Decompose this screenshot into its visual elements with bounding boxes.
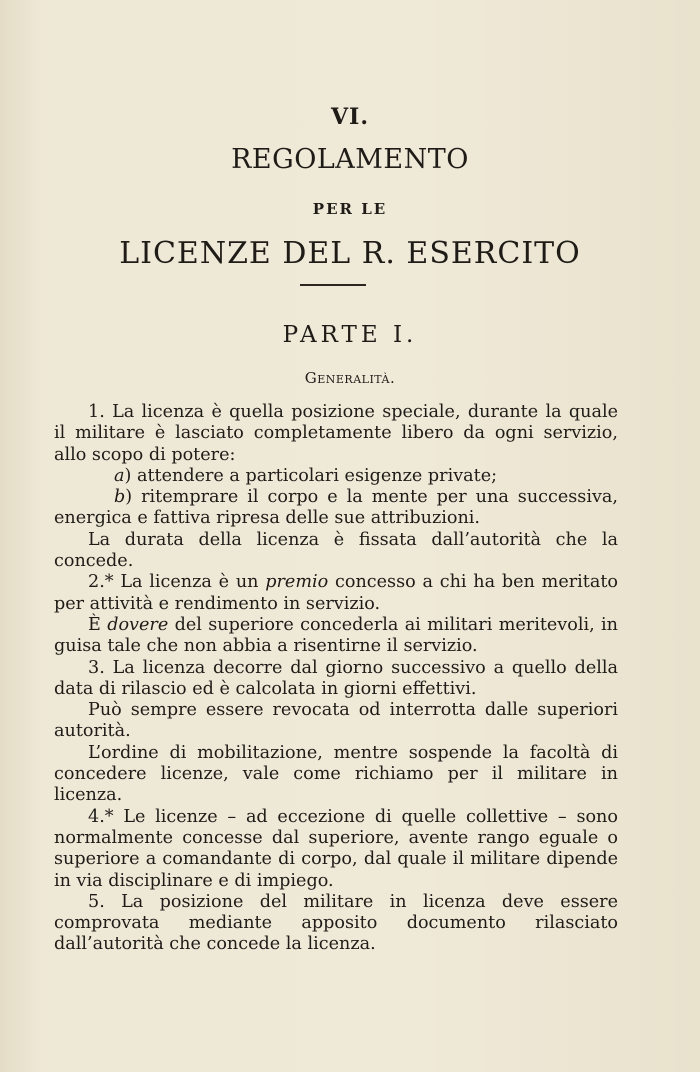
paragraph-4: 4.* Le licenze – ad eccezione di quelle collettive – sono normalmente concesse dal superiore, avente rango eguale o superiore a comandante di corpo, dal quale il militare dipende in via disciplinare e di impiego. xyxy=(54,806,618,891)
paragraph-2b-post: del superiore concederla ai militari meritevoli, in guisa tale che non abbia a risentirne il servizio. xyxy=(54,614,618,657)
paragraph-5: 5. La posizione del militare in licenza deve essere comprovata mediante apposito documento rilasciato dall’autorità che concede la licenza. xyxy=(54,891,618,955)
body-text xyxy=(54,402,618,956)
paragraph-2-pre: 2.* La licenza è un xyxy=(88,572,266,593)
paragraph-3: 3. La licenza decorre dal giorno successivo a quello della data di rilascio ed è calcolata in giorni effettivi. xyxy=(54,657,618,699)
paragraph-3b: Può sempre essere revocata od interrotta dalle superiori autorità. xyxy=(54,700,618,742)
paragraph-2b xyxy=(54,615,618,658)
part-subheading: Generalità. xyxy=(304,369,396,387)
paragraph-3c: L’ordine di mobilitazione, mentre sospende la facoltà di concedere licenze, vale come richiamo per il militare in licenza. xyxy=(54,742,618,806)
title-line-2: LICENZE DEL R. ESERCITO xyxy=(119,236,581,271)
item-b xyxy=(54,487,618,530)
paragraph-2 xyxy=(54,572,618,615)
title-line-1: REGOLAMENTO xyxy=(231,144,469,175)
item-a-letter: a xyxy=(114,465,125,486)
paragraph-1: 1. La licenza è quella posizione speciale, durante la quale il militare è lasciato completamente libero da ogni servizio, allo scopo di potere: xyxy=(54,402,618,465)
title-divider xyxy=(300,284,366,286)
paragraph-2-emphasis: premio xyxy=(265,572,329,593)
item-a-text: ) attendere a particolari esigenze private; xyxy=(124,465,498,486)
paragraph-2b-emphasis: dovere xyxy=(107,614,169,635)
part-heading: PARTE I. xyxy=(282,322,418,348)
chapter-number: VI. xyxy=(330,104,370,130)
paragraph-2b-pre: È xyxy=(88,614,108,635)
title-connector: PER LE xyxy=(312,200,388,218)
item-a xyxy=(54,466,618,487)
paragraph-2-post: concesso a chi ha ben meritato per attività e rendimento in servizio. xyxy=(54,572,618,614)
item-b-text: ) ritemprare il corpo e la mente per una successiva, energica e fattiva ripresa delle sue attribuzioni. xyxy=(54,487,618,529)
item-b-letter: b xyxy=(114,487,126,508)
paragraph-1b: La durata della licenza è fissata dall’autorità che la concede. xyxy=(54,529,618,572)
